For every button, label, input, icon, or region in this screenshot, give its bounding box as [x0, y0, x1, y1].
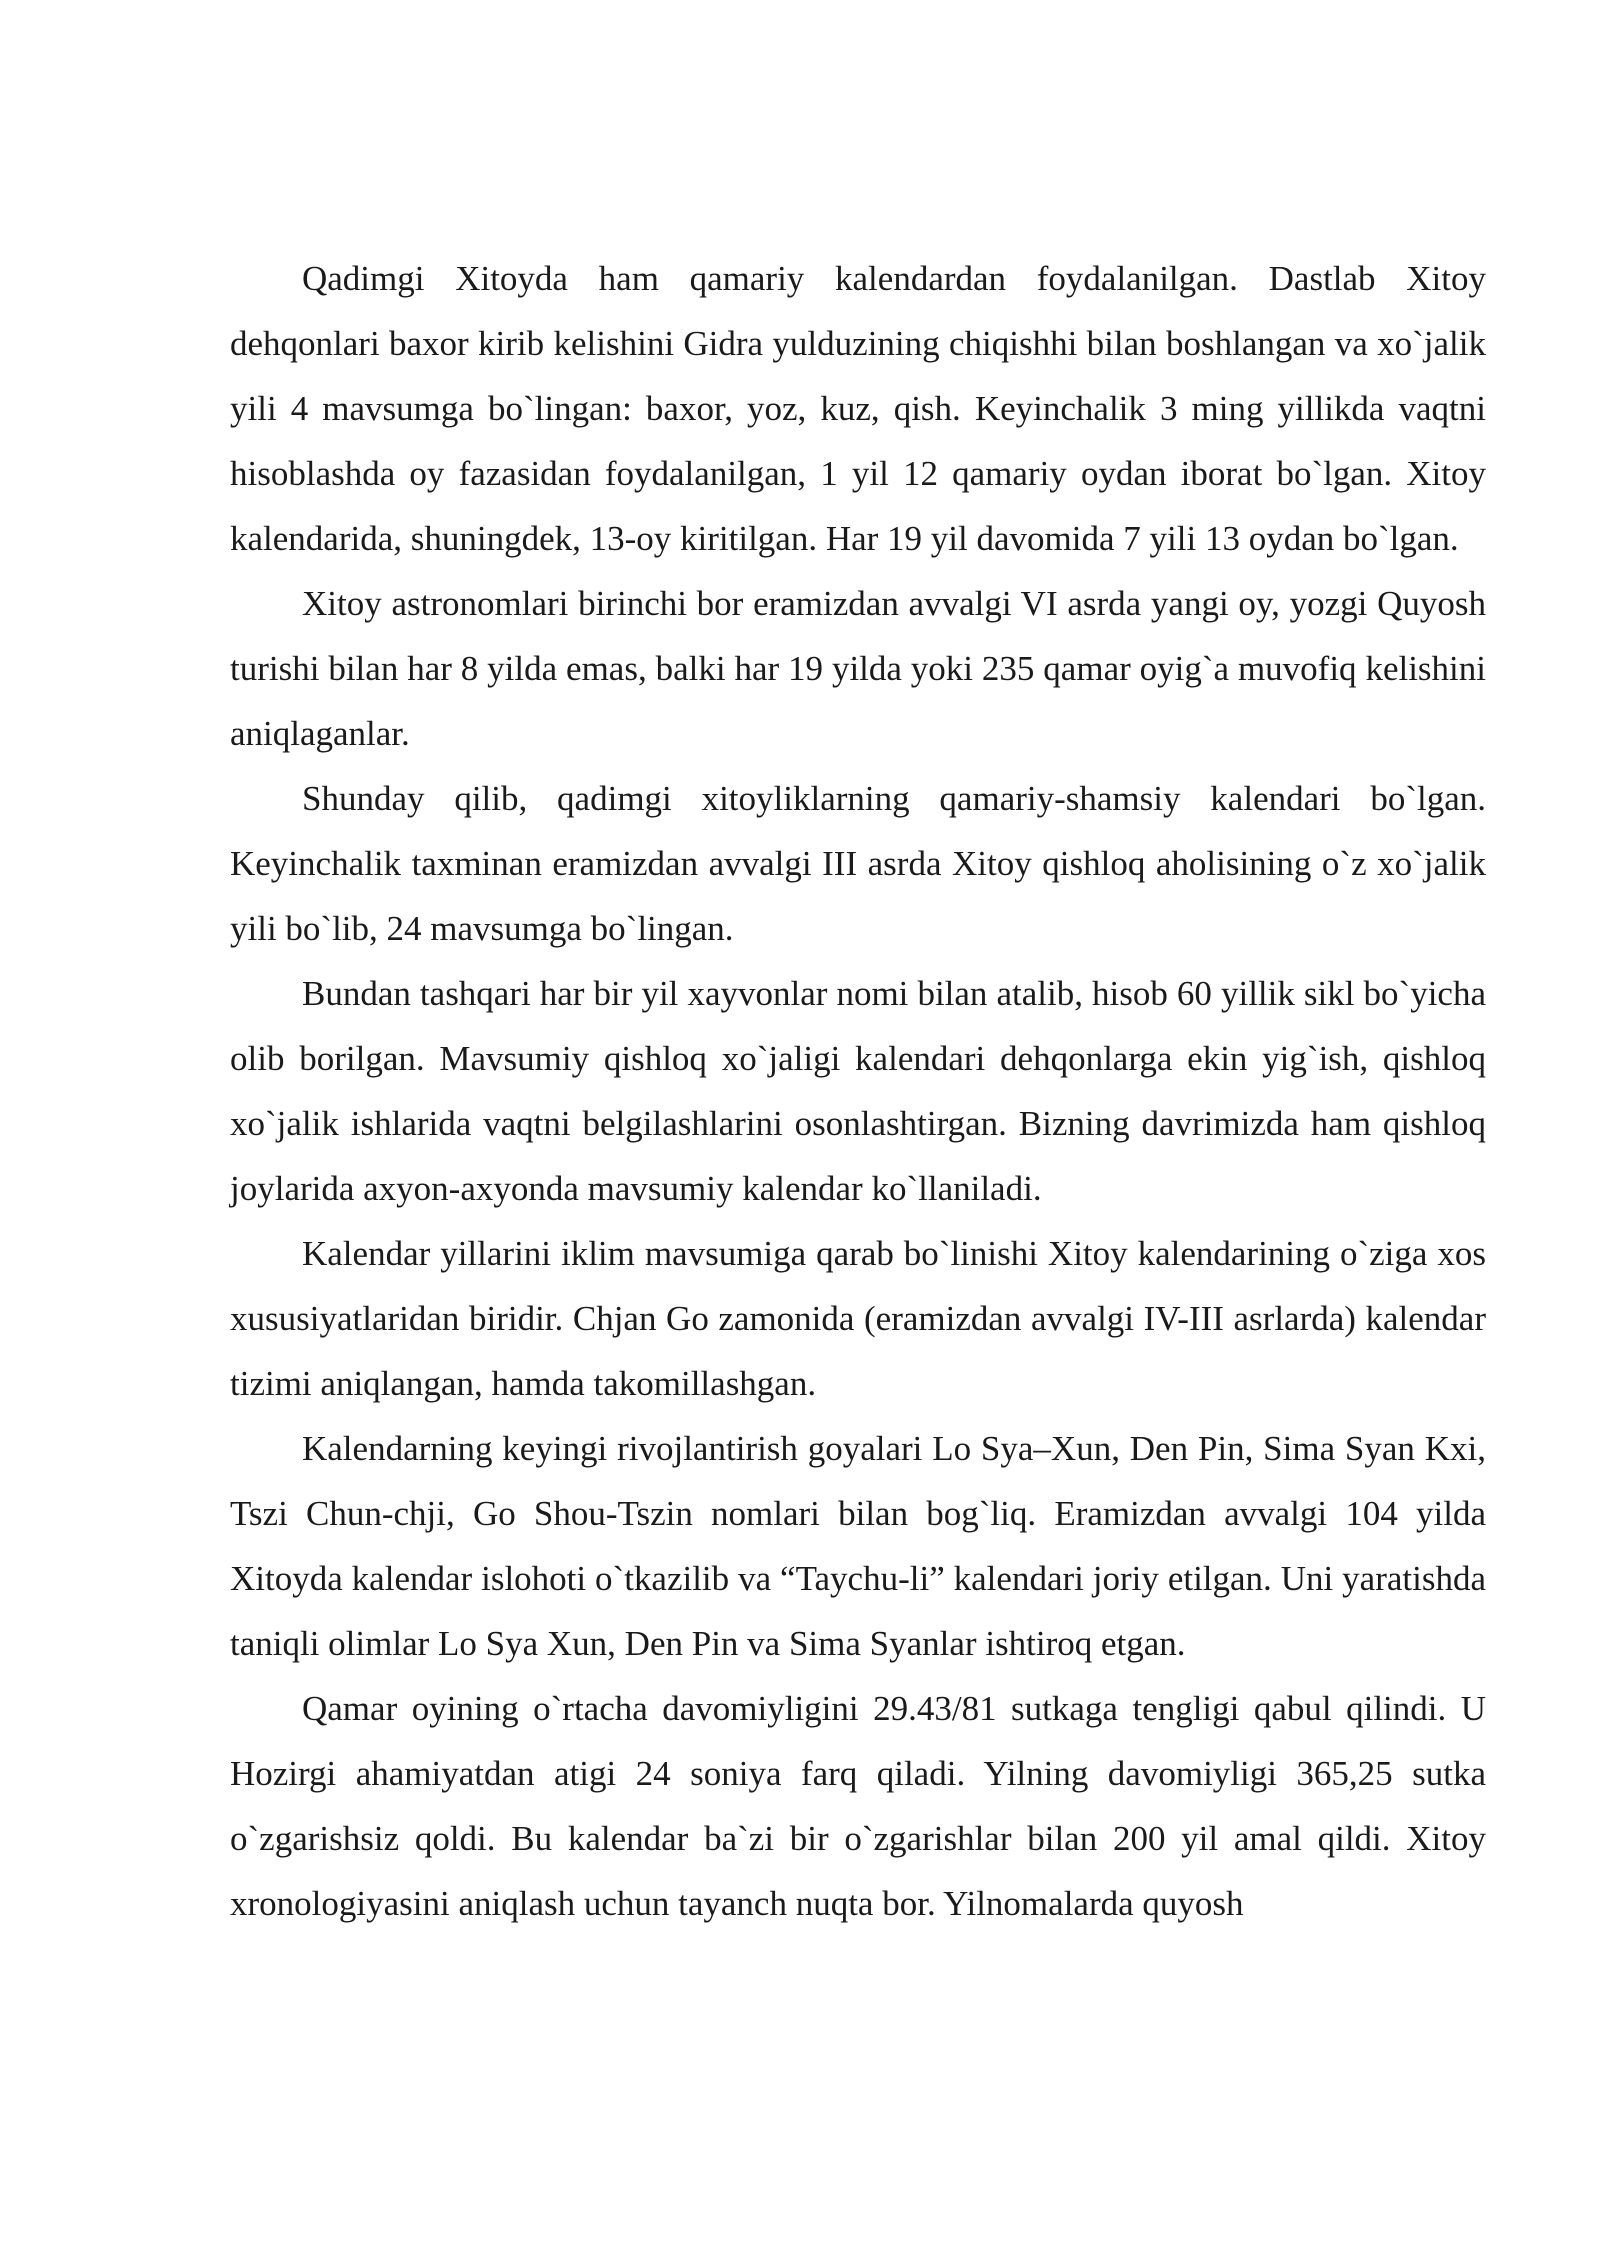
paragraph: Kalendarning keyingi rivojlantirish goyalari Lo Sya–Xun, Den Pin, Sima Syan Kxi, Tszi Chun-chji, Go Shou-Tszin nomlari bilan bog`liq. Eramizdan avvalgi 104 yilda Xitoyda kalendar islohoti o`tkazilib va “Taychu-li” kalendari joriy etilgan. Uni yaratishda taniqli olimlar Lo Sya Xun, Den Pin va Sima Syanlar ishtiroq etgan. — [230, 1429, 1486, 1663]
paragraph: Qamar oyining o`rtacha davomiyligini 29.43/81 sutkaga tengligi qabul qilindi. U Hozirgi ahamiyatdan atigi 24 soniya farq qiladi. Yilning davomiyligi 365,25 sutka o`zgarishsiz qoldi. Bu kalendar ba`zi bir o`zgarishlar bilan 200 yil amal qildi. Xitoy xronologiyasini aniqlash uchun tayanch nuqta bor. Yilnomalarda quyosh — [230, 1689, 1486, 1923]
paragraph: Kalendar yillarini iklim mavsumiga qarab bo`linishi Xitoy kalendarining o`ziga xos xususiyatlaridan biridir. Chjan Go zamonida (eramizdan avvalgi IV-III asrlarda) kalendar tizimi aniqlangan, hamda takomillashgan. — [230, 1234, 1486, 1403]
document-page — [230, 246, 1486, 1936]
paragraph: Xitoy astronomlari birinchi bor eramizdan avvalgi VI asrda yangi oy, yozgi Quyosh turishi bilan har 8 yilda emas, balki har 19 yilda yoki 235 qamar oyig`a muvofiq kelishini aniqlaganlar. — [230, 584, 1486, 753]
paragraph: Qadimgi Xitoyda ham qamariy kalendardan foydalanilgan. Dastlab Xitoy dehqonlari baxor kirib kelishini Gidra yulduzining chiqishhi bilan boshlangan va xo`jalik yili 4 mavsumga bo`lingan: baxor, yoz, kuz, qish. Keyinchalik 3 ming yillikda vaqtni hisoblashda oy fazasidan foydalanilgan, 1 yil 12 qamariy oydan iborat bo`lgan. Xitoy kalendarida, shuningdek, 13-oy kiritilgan. Har 19 yil davomida 7 yili 13 oydan bo`lgan. — [230, 259, 1486, 558]
paragraph: Shunday qilib, qadimgi xitoyliklarning qamariy-shamsiy kalendari bo`lgan. Keyinchalik taxminan eramizdan avvalgi III asrda Xitoy qishloq aholisining o`z xo`jalik yili bo`lib, 24 mavsumga bo`lingan. — [230, 779, 1486, 948]
paragraph: Bundan tashqari har bir yil xayvonlar nomi bilan atalib, hisob 60 yillik sikl bo`yicha olib borilgan. Mavsumiy qishloq xo`jaligi kalendari dehqonlarga ekin yig`ish, qishloq xo`jalik ishlarida vaqtni belgilashlarini osonlashtirgan. Bizning davrimizda ham qishloq joylarida axyon-axyonda mavsumiy kalendar ko`llaniladi. — [230, 974, 1486, 1208]
